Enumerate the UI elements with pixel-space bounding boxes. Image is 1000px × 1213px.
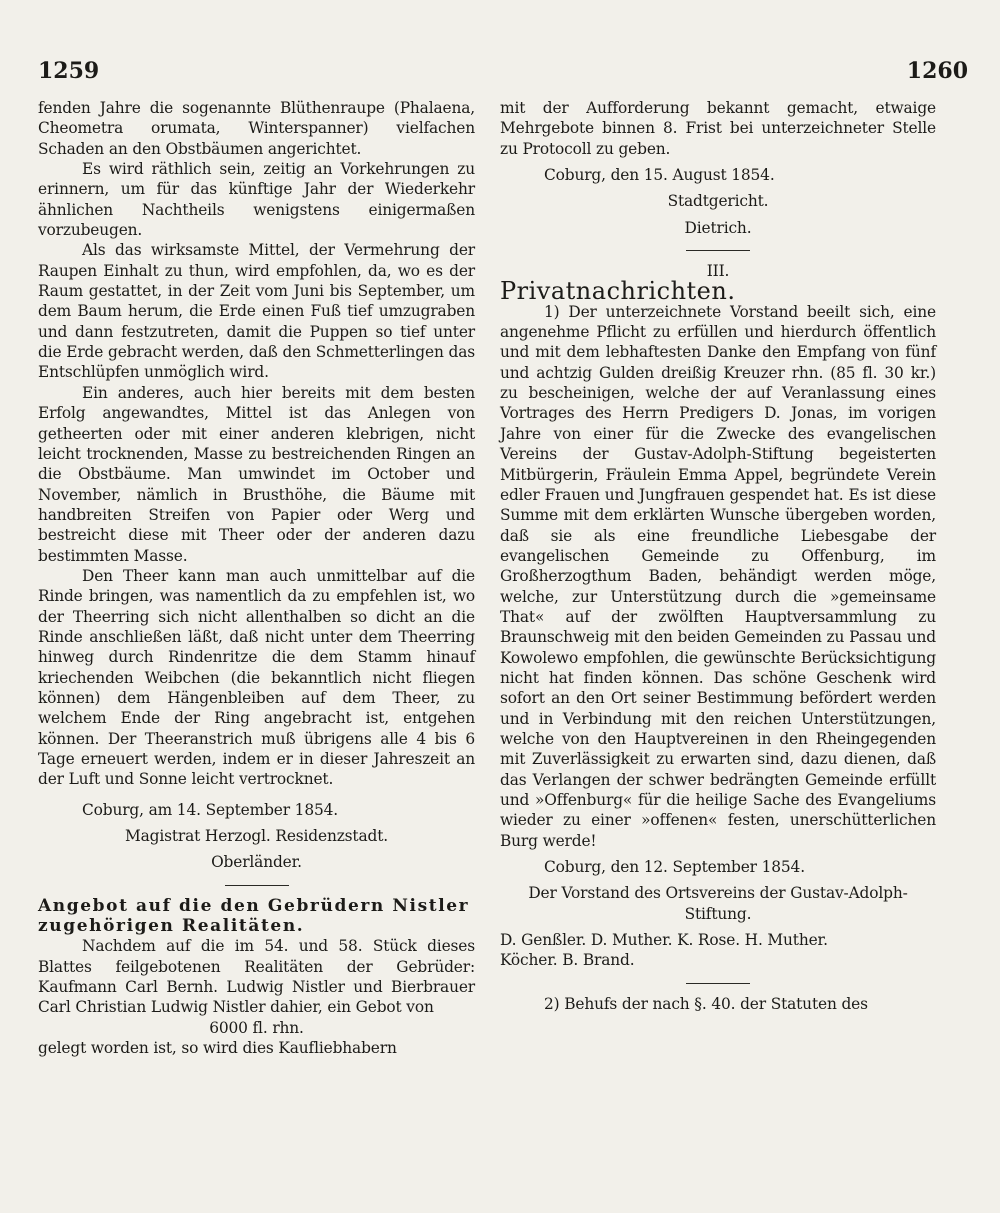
paragraph-remedy-digging: Als das wirksamste Mittel, der Vermehrung der Raupen Einhalt zu thun, wird empfohlen, da, wo es der Raum gestattet, in der Zeit vom Juni bis September, um dem Baum herum, die Erde einen Fuß tief umzugraben und dann festzutreten, damit die Puppen so tief unter die Erde gebracht werden, daß den Schmetterlingen das Entschlüpfen unmöglich wird. <box>38 241 475 382</box>
date-line: Coburg, den 15. August 1854. <box>544 166 775 185</box>
board-line: Der Vorstand des Ortsvereins der Gustav-Adolph-Stiftung. <box>528 884 908 923</box>
board-member-names: D. Genßler. D. Muther. K. Rose. H. Muther. Köcher. B. Brand. <box>500 931 828 970</box>
date-line: Coburg, den 12. September 1854. <box>544 858 805 877</box>
page-number-right: 1260 <box>906 58 968 84</box>
separator-rule <box>686 983 750 984</box>
signer-name: Oberländer. <box>211 853 302 872</box>
section-number: III. <box>706 262 730 281</box>
separator-rule <box>225 885 289 886</box>
paragraph-offer-continued: gelegt worden ist, so wird dies Kaufliebhabern <box>38 1039 397 1058</box>
notice-heading: Angebot auf die den Gebrüdern Nistler zugehörigen Realitäten. <box>38 895 470 937</box>
signer-name: Dietrich. <box>684 218 752 237</box>
paragraph-warning: Es wird räthlich sein, zeitig an Vorkehrungen zu erinnern, um für das künftige Jahr der Wiederkehr ähnlichen Nachtheils wenigstens einigermaßen vorzubeugen. <box>38 160 475 240</box>
right-column <box>500 98 936 1014</box>
section-title: Privatnachrichten. <box>500 277 736 306</box>
paragraph-statutes: 2) Behufs der nach §. 40. der Statuten des <box>544 994 868 1013</box>
court-name: Stadtgericht. <box>667 192 769 211</box>
paragraph-donation: 1) Der unterzeichnete Vorstand beeilt sich, eine angenehme Pflicht zu erfüllen und hierdurch öffentlich und mit dem lebhaftesten Danke den Empfang von fünf und achtzig Gulden dreißig Kreuzer rhn. (85 fl. 30 kr.) zu bescheinigen, welche der auf Veranlassung eines Vortrages des Herrn Predigers D. Jonas, im vorigen Jahre von einer für die Zwecke des evangelischen Vereins der Gustav-Adolph-Stiftung begeisterten Mitbürgerin, Fräulein Emma Appel, begründete Verein edler Frauen und Jungfrauen gespendet hat. Es ist diese Summe mit dem erklärten Wunsche übergeben worden, daß sie als eine freundliche Liebesgabe der evangelischen Gemeinde zu Offenburg, im Großherzogthum Baden, behändigt werden möge, welche, zur Unterstützung durch die »gemeinsame That« auf der zwölften Hauptversammlung zu Braunschweig mit den beiden Gemeinden zu Passau und Kowolewo empfohlen, die gewünschte Berücksichtigung nicht hat finden können. Das schöne Geschenk wird sofort an den Ort seiner Bestimmung befördert werden und in Verbindung mit den reichen Unterstützungen, welche von den Hauptvereinen in den Rheingegenden mit Zuverlässigkeit zu erwarten sind, dazu dienen, daß das Verlangen der schwer bedrängten Gemeinde erfüllt und »Offenburg« für die heilige Sache des Evangeliums wieder zu einer »offenen« festen, unerschütterlichen Burg werde! <box>500 302 936 850</box>
page-number-left: 1259 <box>38 58 100 84</box>
paragraph-remedy-tar: Den Theer kann man auch unmittelbar auf die Rinde bringen, was namentlich da zu empfehlen ist, wo der Theerring sich nicht allenthalben so dicht an die Rinde anschließen läßt, daß nicht unter dem Theerring hinweg durch Rindenritze die dem Stamm hinauf kriechenden Weibchen (die bekanntlich nicht fliegen können) dem Hängenbleiben auf dem Theer, zu welchem Ende der Ring angebracht ist, entgehen können. Der Theeranstrich muß übrigens alle 4 bis 6 Tage erneuert werden, indem er in dieser Jahreszeit an der Luft und Sonne leicht vertrocknet. <box>38 566 475 789</box>
date-line: Coburg, am 14. September 1854. <box>82 800 338 819</box>
authority-line: Magistrat Herzogl. Residenzstadt. <box>125 827 388 846</box>
paragraph-offer: Nachdem auf die im 54. und 58. Stück dieses Blattes feilgebotenen Realitäten der Gebrüder: Kaufmann Carl Bernh. Ludwig Nistler und Bierbrauer Carl Christian Ludwig Nistler dahier, ein Gebot von <box>38 937 475 1017</box>
paragraph-caterpillar-intro: fenden Jahre die sogenannte Blüthenraupe (Phalaena, Cheometra orumata, Winterspanner) vielfachen Schaden an den Obstbäumen angerichtet. <box>38 99 475 158</box>
separator-rule <box>686 250 750 251</box>
left-column <box>38 98 475 1058</box>
paragraph-bid-request: mit der Aufforderung bekannt gemacht, etwaige Mehrgebote binnen 8. Frist bei unterzeichneter Stelle zu Protocoll zu geben. <box>500 99 936 158</box>
paragraph-remedy-rings: Ein anderes, auch hier bereits mit dem besten Erfolg angewandtes, Mittel ist das Anlegen von getheerten oder mit einer anderen klebrigen, nicht leicht trocknenden, Masse zu bestreichenden Ringen an die Obstbäume. Man umwindet im October und November, nämlich in Brusthöhe, die Bäume mit handbreiten Streifen von Papier oder Werg und bestreicht diese mit Theer oder der anderen dazu bestimmten Masse. <box>38 383 475 565</box>
offer-amount: 6000 fl. rhn. <box>209 1018 304 1037</box>
